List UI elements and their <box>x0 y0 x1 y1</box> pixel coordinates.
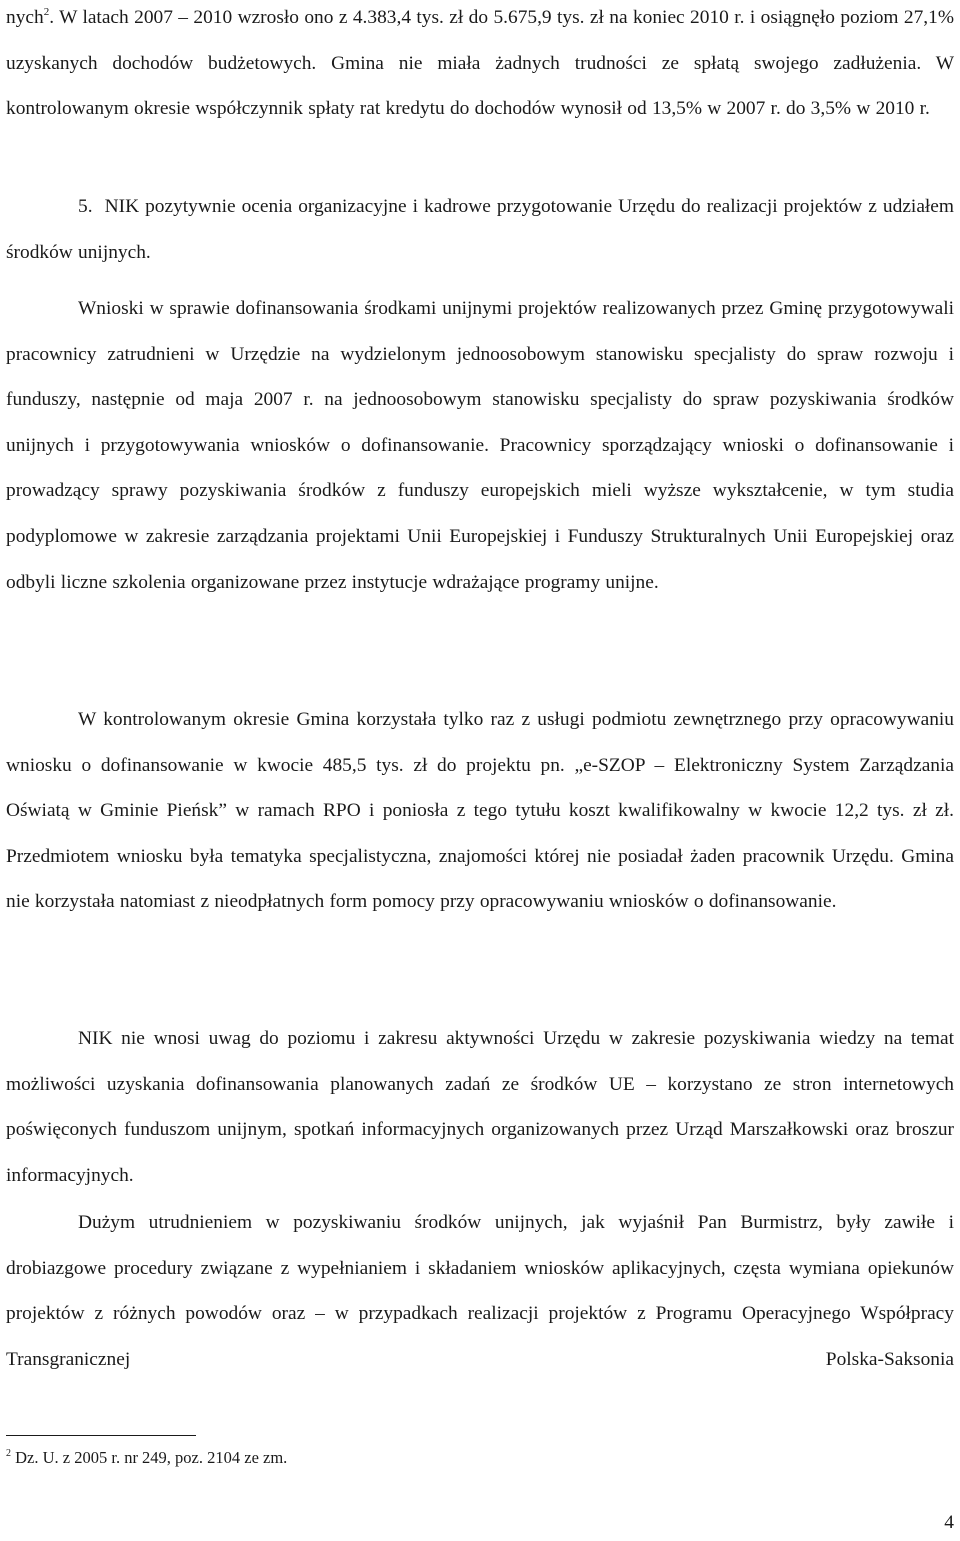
footnote-text: Dz. U. z 2005 r. nr 249, poz. 2104 ze zm. <box>15 1448 288 1467</box>
paragraph-applications: Wnioski w sprawie dofinansowania środkami unijnymi projektów realizowanych przez Gminę przygotowywali pracownicy zatrudnieni w Urzędzie na wydzielonym jednoosobowym stanowisku specjalisty do spraw rozwoju i funduszy, następnie od maja 2007 r. na jednoosobowym stanowisku specjalisty do spraw pozyskiwania środków unijnych i przygotowywania wniosków o dofinansowanie. Pracownicy sporządzający wnioski o dofinansowanie i prowadzący sprawy pozyskiwania środków z funduszy europejskich mieli wyższe wykształcenie, w tym studia podyplomowe w zakresie zarządzania projektami Unii Europejskiej i Funduszy Strukturalnych Unii Europejskiej oraz odbyli liczne szkolenia organizowane przez instytucje wdrażające programy unijne. <box>6 298 954 593</box>
paragraph-debt <box>6 0 954 132</box>
section-number: 5. <box>78 196 93 217</box>
section-heading-5 <box>6 184 954 275</box>
section-heading-text: NIK pozytywnie ocenia organizacyjne i kadrowe przygotowanie Urzędu do realizacji projektów z udziałem środków unijnych. <box>6 196 954 263</box>
footnote-divider <box>6 1435 196 1436</box>
footnote <box>6 1448 287 1468</box>
paragraph-debt-start: nych <box>6 7 44 28</box>
footnote-reference: 2 <box>43 6 50 18</box>
paragraph-nik-remarks: NIK nie wnosi uwag do poziomu i zakresu aktywności Urzędu w zakresie pozyskiwania wiedzy na temat możliwości uzyskania dofinansowania planowanych zadań ze środków UE – korzystano ze stron internetowych poświęconych funduszom unijnym, spotkań informacyjnych organizowanych przez Urząd Marszałkowski oraz broszur informacyjnych. <box>6 1028 954 1186</box>
paragraph-difficulties: Dużym utrudnieniem w pozyskiwaniu środków unijnych, jak wyjaśnił Pan Burmistrz, były zawiłe i drobiazgowe procedury związane z wypełnianiem i składaniem wniosków aplikacyjnych, częsta wymiana opiekunów projektów z różnych powodów oraz – w przypadkach realizacji projektów z Programu Operacyjnego Współpracy Transgranicznej Polska-Saksonia <box>6 1212 954 1370</box>
footnote-marker: 2 <box>6 1448 11 1459</box>
paragraph-debt-text: . W latach 2007 – 2010 wzrosło ono z 4.383,4 tys. zł do 5.675,9 tys. zł na koniec 2010 r. i osiągnęło poziom 27,1% uzyskanych dochodów budżetowych. Gmina nie miała żadnych trudności ze spłatą swojego zadłużenia. W kontrolowanym okresie współczynnik spłaty rat kredytu do dochodów wynosił od 13,5% w 2007 r. do 3,5% w 2010 r. <box>6 7 954 120</box>
paragraph-external-service: W kontrolowanym okresie Gmina korzystała tylko raz z usługi podmiotu zewnętrznego przy opracowywaniu wniosku o dofinansowanie w kwocie 485,5 tys. zł do projektu pn. „e-SZOP – Elektroniczny System Zarządzania Oświatą w Gminie Pieńsk” w ramach RPO i poniosła z tego tytułu koszt kwalifikowalny w kwocie 12,2 tys. zł zł. Przedmiotem wniosku była tematyka specjalistyczna, znajomości której nie posiadał żaden pracownik Urzędu. Gmina nie korzystała natomiast z nieodpłatnych form pomocy przy opracowywaniu wniosków o dofinansowanie. <box>6 709 954 913</box>
page-number: 4 <box>944 1512 954 1533</box>
